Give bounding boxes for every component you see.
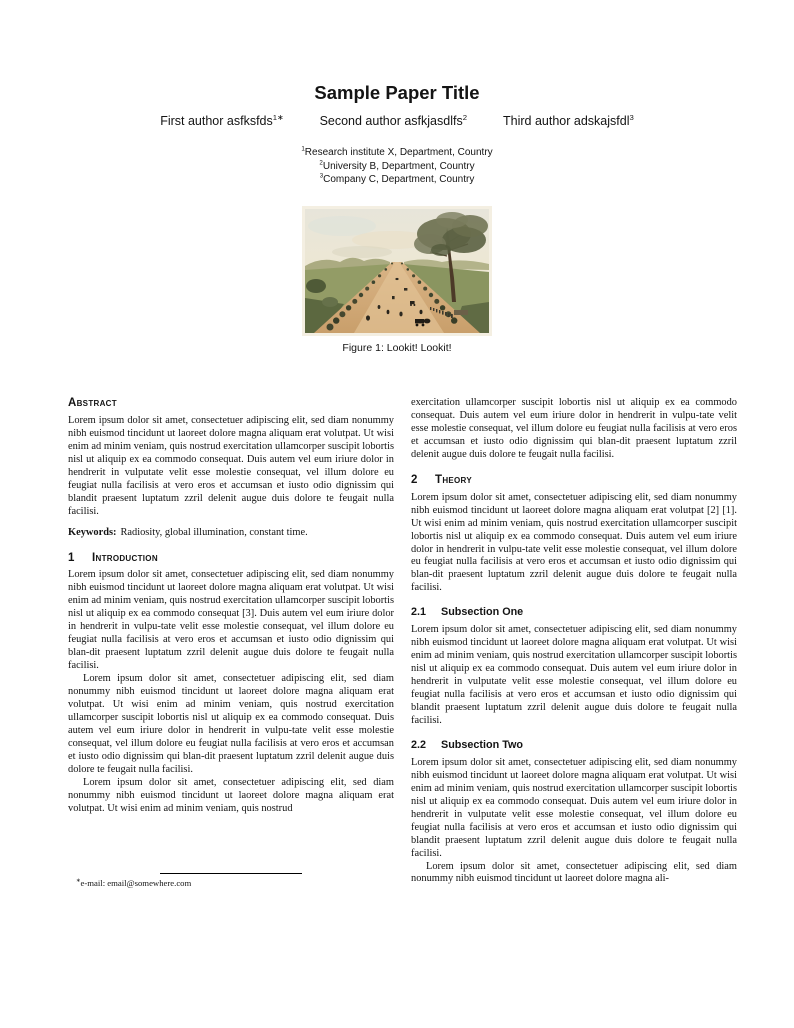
section-1-heading <box>68 552 394 565</box>
right-column <box>411 397 737 930</box>
footnote <box>68 873 394 890</box>
subsection-2-2-heading <box>411 739 737 752</box>
figure-1 <box>0 206 794 336</box>
footnote-text <box>68 877 394 890</box>
keywords-label: Keywords: <box>68 526 117 538</box>
paragraph: Lorem ipsum dolor sit amet, consectetuer adipiscing elit, sed diam nonummy nibh euismod tincidunt ut laoreet dolore magna aliquam erat volutpat. Ut wisi enim ad minim veniam, quis nostrud exercitation ullamcorper suscipit lobortis nisl ut aliquip ex ea commodo consequat. Duis autem vel eum iriure dolor in hendrerit in vulputate velit esse molestie consequat, vel illum dolore eu feugiat nulla facilisis at vero eros et accumsan et iusto odio dignissim qui blandit praesent luptatum zzril delenit augue duis dolore te feugait nulla facilisi. <box>411 624 737 726</box>
section-2-title: Theory <box>435 473 472 486</box>
author-2-name: Second author asfkjasdlfs <box>319 114 463 128</box>
figure-image <box>302 206 492 336</box>
affiliation-3-superscript: 3 <box>319 172 324 180</box>
author-2-superscript: 2 <box>462 112 468 122</box>
paragraph: Lorem ipsum dolor sit amet, consectetuer adipiscing elit, sed diam nonummy nibh euismod tincidunt ut laoreet dolore magna aliquam erat volutpat. Ut wisi enim ad minim veniam, quis nostrud exercitation ullamcorper suscipit lobortis nisl ut aliquip ex ea commodo consequat. Duis autem vel eum iriure dolor in hendrerit in vulputate velit esse molestie consequat, vel illum dolore eu feugiat nulla facilisis at vero eros et accumsan et iusto odio dignissim qui blandit praesent luptatum zzril delenit augue duis dolore te feugait nulla facilisi. <box>411 756 737 859</box>
author-3-superscript: 3 <box>629 112 634 122</box>
abstract-heading: Abstract <box>68 397 117 409</box>
figure-caption: Figure 1: Lookit! Lookit! <box>342 342 452 354</box>
author-3-name: Third author adskajsfdl <box>503 114 630 128</box>
affiliation-1-superscript: 1 <box>301 145 305 153</box>
keywords-line <box>68 527 394 540</box>
paragraph: Lorem ipsum dolor sit amet, consectetuer adipiscing elit, sed diam nonummy nibh euismod tincidunt ut laoreet dolore magna aliquam erat volutpat. Ut wisi enim ad minim veniam, quis nostrud exercitation ullamcorper suscipit lobortis nisl ut aliquip ex ea commodo consequat. Duis autem vel eum iriure dolor in hendrerit in vulpu-tate velit esse molestie consequat, vel illum dolore eu feugiat nulla facilisis at vero eros et accumsan et iusto odio dignissim qui blan-dit praesent luptatum zzril delenit augue duis dolore te feugait nulla facilisi. <box>68 673 394 775</box>
affiliation-1 <box>0 146 794 160</box>
paragraph: exercitation ullamcorper suscipit lobortis nisl ut aliquip ex ea commodo consequat. Duis autem vel eum iriure dolor in hendrerit in vulpu-tate velit esse molestie consequat, vel illum dolore eu feugiat nulla facilisis at vero eros et accumsan et iusto odio dignissim qui blan-dit praesent luptatum zzril delenit augue duis dolore te feugait nulla facilisi. <box>411 397 737 460</box>
subsection-2-2-title: Subsection Two <box>441 738 523 751</box>
left-column <box>68 397 394 890</box>
section-1-title: Introduction <box>92 551 158 564</box>
keywords-text: Radiosity, global illumination, constant time. <box>120 526 308 538</box>
section-2-heading <box>411 474 737 487</box>
paper-title: Sample Paper Title <box>314 82 480 103</box>
section-2-number: 2 <box>411 473 418 486</box>
author-3 <box>503 114 634 128</box>
affiliation-list <box>0 146 794 187</box>
author-1 <box>160 114 283 128</box>
affiliation-3-text: Company C, Department, Country <box>323 174 475 185</box>
paragraph: Lorem ipsum dolor sit amet, consectetuer adipiscing elit, sed diam nonummy nibh euismod tincidunt ut laoreet dolore magna aliquam erat volutpat. Ut wisi enim ad minim veniam, quis nostrud exercitation ullamcorper suscipit lobortis nisl ut aliquip ex ea commodo consequat [3]. Duis autem vel eum iriure dolor in hendrerit in vulpu-tate velit esse molestie consequat, vel illum dolore eu feugiat nulla facilisis at vero eros et accumsan et iusto odio dignissim qui blan-dit praesent luptatum zzril delenit augue duis dolore te feugait nulla facilisi. <box>68 569 394 672</box>
footnote-marker: ∗ <box>76 878 81 885</box>
body-columns <box>68 397 737 930</box>
author-list <box>0 114 794 128</box>
affiliation-2-superscript: 2 <box>319 159 323 167</box>
footnote-email: e-mail: email@somewhere.com <box>80 878 192 889</box>
author-1-name: First author asfksfds <box>160 114 273 128</box>
author-2 <box>320 114 467 128</box>
section-1-number: 1 <box>68 551 75 564</box>
affiliation-3 <box>0 173 794 187</box>
affiliation-2-text: University B, Department, Country <box>322 160 475 172</box>
paragraph: Lorem ipsum dolor sit amet, consectetuer adipiscing elit, sed diam nonummy nibh euismod tincidunt ut laoreet dolore magna aliquam erat volutpat [2] [1]. Ut wisi enim ad minim veniam, quis nostrud exercitation ullamcorper suscipit lobortis nisl ut aliquip ex ea commodo consequat. Duis autem vel eum iriure dolor in hendrerit in vulpu-tate velit esse molestie consequat, vel illum dolore eu feugiat nulla facilisis at vero eros et accumsan et iusto odio dignissim qui blan-dit praesent luptatum zzril delenit augue duis dolore te feugait nulla facilisi. <box>411 491 737 594</box>
affiliation-1-text: Research institute X, Department, Country <box>304 147 493 158</box>
paragraph: Lorem ipsum dolor sit amet, consectetuer adipiscing elit, sed diam nonummy nibh euismod tincidunt ut laoreet dolore magna aliquam erat volutpat. Ut wisi enim ad minim veniam, quis nostrud <box>68 776 394 814</box>
subsection-2-2-number: 2.2 <box>411 738 427 751</box>
subsection-2-1-heading <box>411 606 737 619</box>
abstract-paragraph: Lorem ipsum dolor sit amet, consectetuer adipiscing elit, sed diam nonummy nibh euismod tincidunt ut laoreet dolore magna aliquam erat volutpat. Ut wisi enim ad minim veniam, quis nostrud exercitation ullamcorper suscipit lobortis nisl ut aliquip ex ea commodo consequat. Duis autem vel eum iriure dolor in hendrerit in vulputate velit esse molestie consequat, vel illum dolore eu feugiat nulla facilisis at vero eros et accumsan et iusto odio dignissim qui blandit praesent luptatum zzril delenit augue duis dolore te feugait nulla facilisi. <box>68 414 394 517</box>
author-1-superscript: 1∗ <box>272 112 284 122</box>
subsection-2-1-title: Subsection One <box>441 606 524 619</box>
footnote-rule <box>160 873 302 874</box>
subsection-2-1-number: 2.1 <box>411 606 427 619</box>
paragraph: Lorem ipsum dolor sit amet, consectetuer adipiscing elit, sed diam nonummy nibh euismod tincidunt ut laoreet dolore magna ali- <box>411 860 737 885</box>
affiliation-2 <box>0 160 794 174</box>
